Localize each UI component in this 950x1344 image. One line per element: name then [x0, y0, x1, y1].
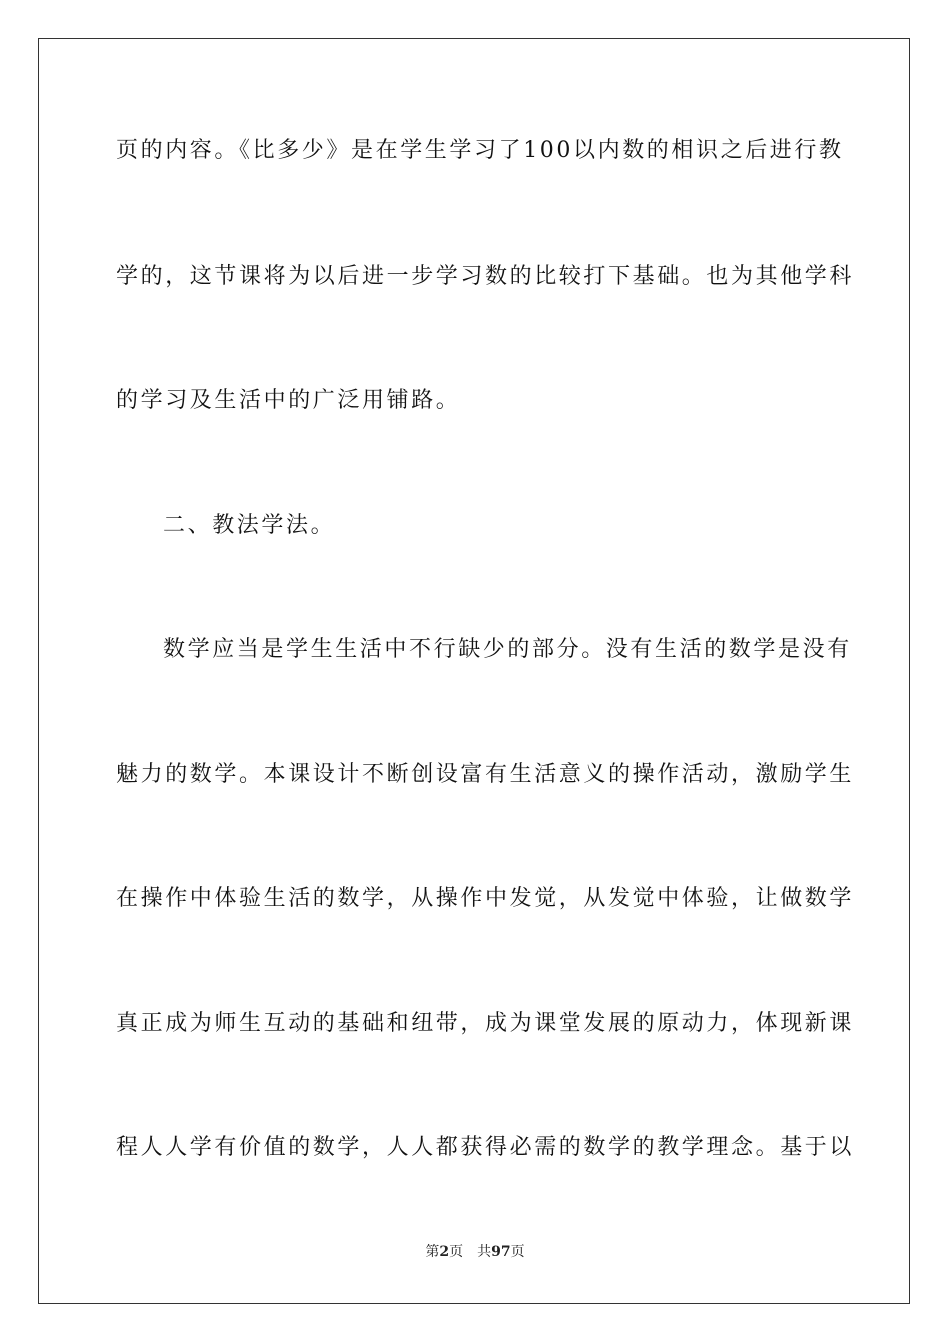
- page-border: [38, 38, 910, 1304]
- paragraph-line-3: 的学习及生活中的广泛用铺路。: [116, 388, 461, 413]
- paragraph-line-6: 魅力的数学。本课设计不断创设富有生活意义的操作活动，激励学生: [116, 762, 855, 787]
- total-pages: 97: [491, 1244, 511, 1260]
- total-suffix: 页: [510, 1244, 525, 1260]
- page-suffix: 页: [449, 1244, 464, 1260]
- section-heading: 二、教法学法。: [163, 513, 336, 538]
- total-prefix: 共: [477, 1244, 492, 1260]
- page-footer: [0, 1242, 950, 1262]
- page-number: 2: [439, 1244, 450, 1260]
- paragraph-line-9: 程人人学有价值的数学，人人都获得必需的数学的教学理念。基于以: [116, 1135, 855, 1160]
- paragraph-line-2: 学的，这节课将为以后进一步学习数的比较打下基础。也为其他学科: [116, 264, 855, 289]
- paragraph-line-1: 页的内容。《比多少》是在学生学习了100以内数的相识之后进行教: [116, 138, 844, 163]
- page-prefix: 第: [425, 1244, 440, 1260]
- paragraph-line-7: 在操作中体验生活的数学，从操作中发觉，从发觉中体验，让做数学: [116, 886, 855, 911]
- paragraph-line-8: 真正成为师生互动的基础和纽带，成为课堂发展的原动力，体现新课: [116, 1011, 855, 1036]
- paragraph-line-5: 数学应当是学生生活中不行缺少的部分。没有生活的数学是没有: [163, 637, 852, 662]
